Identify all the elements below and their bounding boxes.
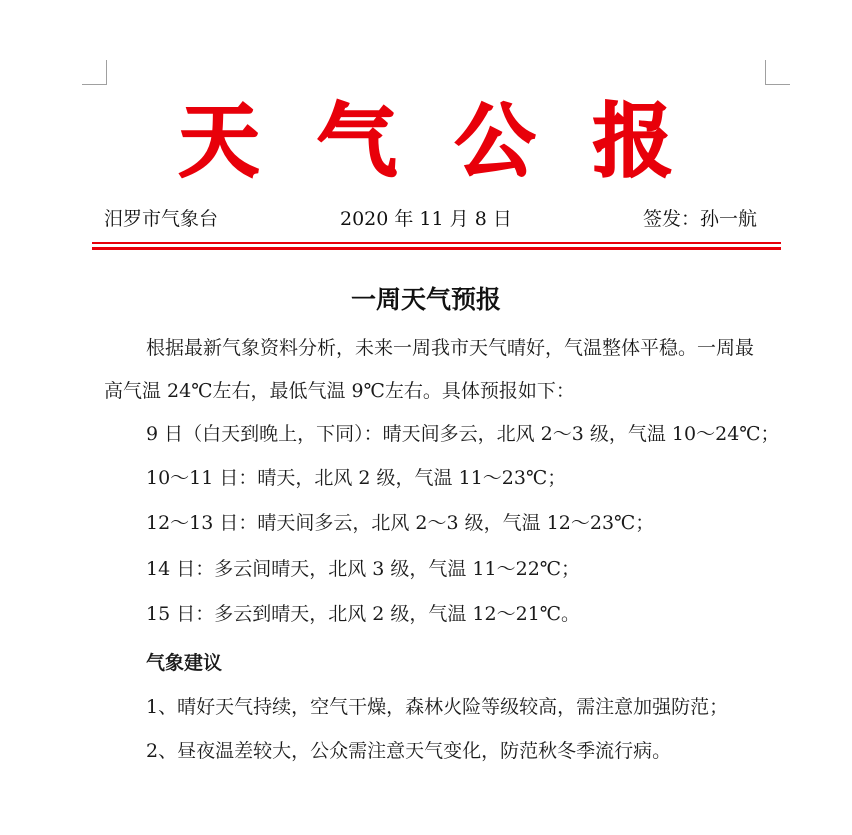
signer-label: 签发：孙一航 <box>642 208 757 230</box>
document-title: 一周天气预报 <box>350 285 501 314</box>
crop-mark-top-right <box>765 60 790 85</box>
forecast-line: 12～13 日：晴天间多云，北风 2～3 级，气温 12～23℃； <box>146 512 655 534</box>
issuer-label: 汨罗市气象台 <box>104 208 219 230</box>
advice-item: 1、晴好天气持续，空气干燥，森林火险等级较高，需注意加强防范； <box>146 696 729 718</box>
header-rule-thin <box>92 242 781 244</box>
forecast-line: 14 日：多云间晴天，北风 3 级，气温 11～22℃； <box>146 558 581 580</box>
masthead-title: 天气公报 <box>179 95 731 188</box>
advice-item: 2、昼夜温差较大，公众需注意天气变化，防范秋冬季流行病。 <box>146 740 672 762</box>
crop-mark-top-left <box>82 60 107 85</box>
advice-heading: 气象建议 <box>146 652 223 674</box>
intro-paragraph: 根据最新气象资料分析，未来一周我市天气晴好，气温整体平稳。一周最高气温 24℃左右，最低气温 9℃左右。具体预报如下： <box>104 337 755 402</box>
issue-date: 2020 年 11 月 8 日 <box>340 208 512 230</box>
forecast-line: 15 日：多云到晴天，北风 2 级，气温 12～21℃。 <box>146 603 581 625</box>
forecast-line: 10～11 日：晴天，北风 2 级，气温 11～23℃； <box>146 467 567 489</box>
header-rule-thick <box>92 247 781 250</box>
forecast-line: 9 日（白天到晚上，下同）：晴天间多云，北风 2～3 级，气温 10～24℃； <box>146 423 780 445</box>
